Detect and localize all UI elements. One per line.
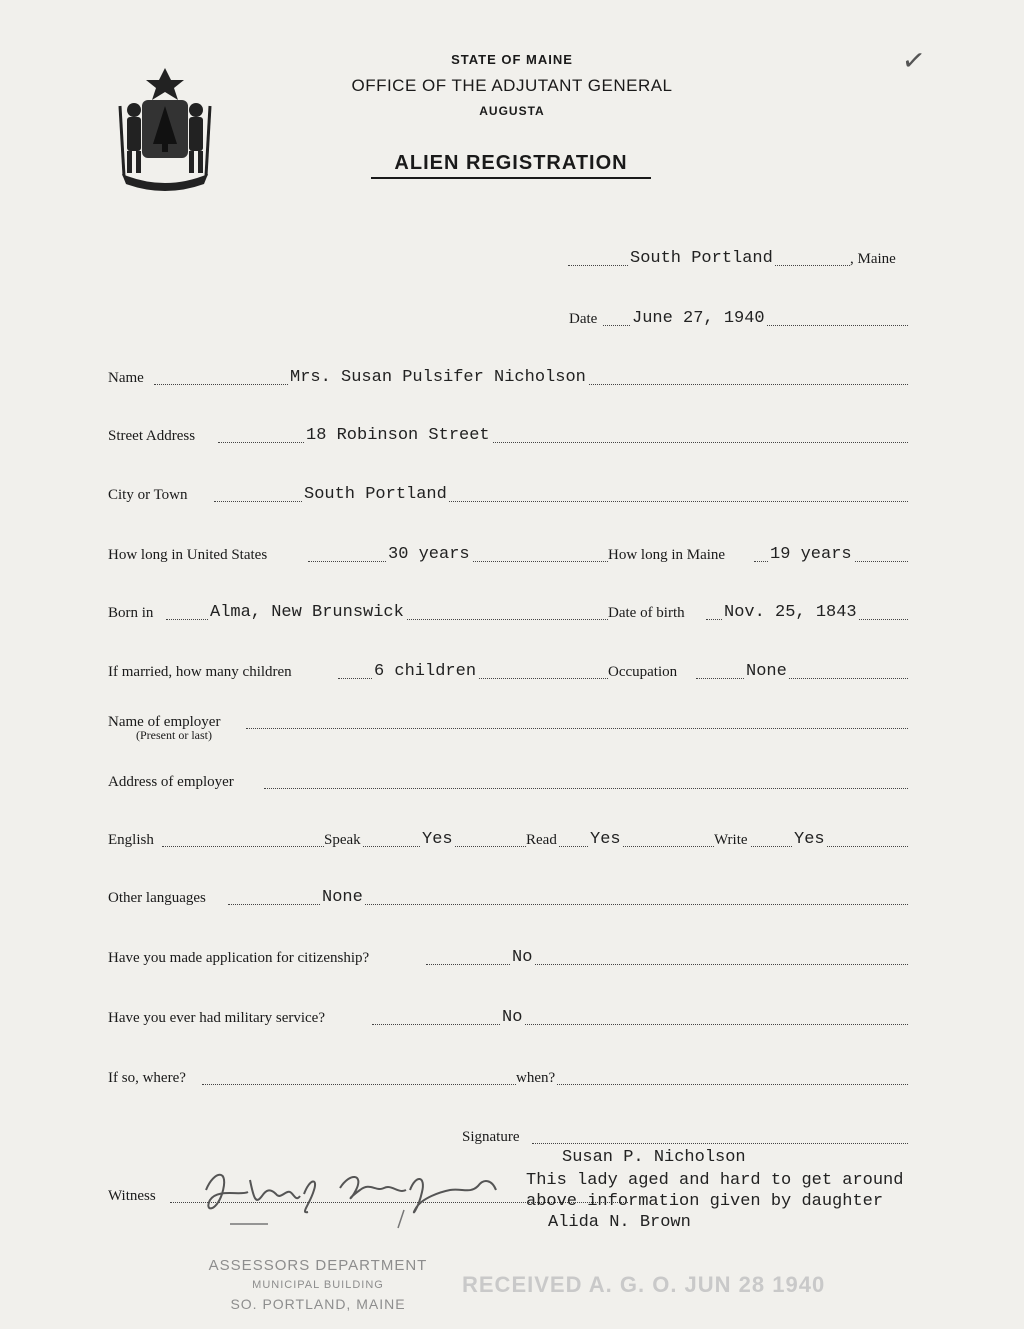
witness-label: Witness [108,1188,156,1204]
english-row [108,827,908,851]
speak-label: Speak [324,832,361,848]
city-value: South Portland [304,485,447,504]
born-label: Born in [108,605,154,621]
read-label: Read [526,832,557,848]
name-row [108,365,908,389]
english-label: English [108,832,154,848]
occupation-label: Occupation [608,664,678,680]
street-label: Street Address [108,428,196,444]
where-row [108,1065,908,1089]
citizenship-label: Have you made application for citizenship? [108,950,370,966]
when-label: when? [516,1070,556,1086]
employer-label: Name of employer [108,714,221,730]
office-heading: OFFICE OF THE ADJUTANT GENERAL [351,76,673,95]
street-row [108,423,908,447]
date-row [108,306,908,330]
residence-row [108,542,908,566]
employer-address-row [108,769,908,793]
born-value: Alma, New Brunswick [210,603,404,622]
military-value: No [502,1008,523,1027]
assessors-stamp-line-1: ASSESSORS DEPARTMENT [208,1257,428,1274]
where-label: If so, where? [108,1070,186,1086]
note-line-1: This lady aged and hard to get around [526,1171,904,1190]
name-label: Name [108,370,144,386]
dob-value: Nov. 25, 1843 [724,603,857,622]
maine-label: How long in Maine [608,547,726,563]
languages-value: None [322,888,363,907]
languages-label: Other languages [108,890,206,906]
witness-signature [200,1160,520,1232]
note-line-2: above information given by daughter [526,1192,884,1211]
speak-value: Yes [422,830,453,849]
assessors-stamp-line-3: SO. PORTLAND, MAINE [230,1296,406,1312]
employer-row [108,709,908,733]
place-suffix: , Maine [850,251,896,267]
place-value: South Portland [630,249,773,268]
signature-label: Signature [462,1129,520,1145]
signature-row [108,1124,908,1148]
citizenship-value: No [512,948,533,967]
children-label: If married, how many children [108,664,292,680]
children-value: 6 children [374,662,477,681]
assessors-stamp-line-2: MUNICIPAL BUILDING [252,1279,384,1291]
note-line-3: Alida N. Brown [548,1213,691,1232]
form-title: ALIEN REGISTRATION [371,152,651,179]
us-value: 30 years [388,545,470,564]
signature-value: Susan P. Nicholson [562,1148,746,1167]
occupation-value: None [746,662,787,681]
name-value: Mrs. Susan Pulsifer Nicholson [290,368,586,387]
date-value: June 27, 1940 [632,309,765,328]
write-value: Yes [794,830,825,849]
employer-address-label: Address of employer [108,774,234,790]
family-row [108,659,908,683]
city-heading: AUGUSTA [479,104,545,118]
read-value: Yes [590,830,621,849]
received-stamp: RECEIVED A. G. O. JUN 28 1940 [462,1272,826,1297]
state-heading: STATE OF MAINE [451,52,573,67]
maine-value: 19 years [770,545,852,564]
write-label: Write [714,832,748,848]
military-row [108,1005,908,1029]
citizenship-row [108,945,908,969]
us-label: How long in United States [108,547,268,563]
check-mark-icon: ✓ [899,42,928,79]
dob-label: Date of birth [608,605,685,621]
street-value: 18 Robinson Street [306,426,490,445]
place-row [108,246,908,270]
city-label: City or Town [108,487,188,503]
city-row [108,482,908,506]
birth-row [108,600,908,624]
military-label: Have you ever had military service? [108,1010,325,1026]
languages-row [108,885,908,909]
employer-sublabel: (Present or last) [136,728,212,742]
witness-note [526,1170,903,1233]
date-label: Date [569,311,598,327]
